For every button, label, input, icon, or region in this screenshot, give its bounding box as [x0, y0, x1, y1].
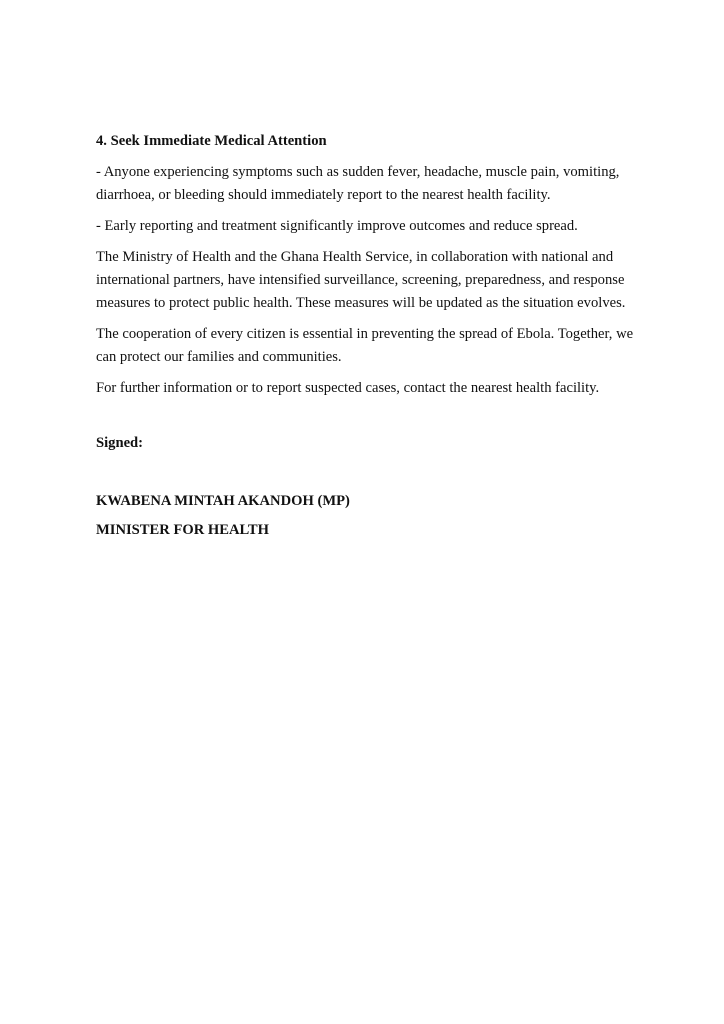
signed-label: Signed:	[96, 435, 144, 451]
bullet-symptoms: - Anyone experiencing symptoms such as sudden fever, headache, muscle pain, vomiting, diarrhoea, or bleeding should immediately report to the nearest health facility.	[96, 164, 620, 203]
bullet-early-reporting: - Early reporting and treatment significantly improve outcomes and reduce spread.	[96, 218, 578, 234]
signatory-name: KWABENA MINTAH AKANDOH (MP)	[96, 493, 350, 509]
signatory-title: MINISTER FOR HEALTH	[96, 522, 270, 538]
document-body	[96, 130, 636, 542]
paragraph-further-info: For further information or to report suspected cases, contact the nearest health facility.	[96, 380, 600, 396]
section-heading: 4. Seek Immediate Medical Attention	[96, 133, 327, 149]
paragraph-cooperation: The cooperation of every citizen is essential in preventing the spread of Ebola. Together, we can protect our families and communities.	[96, 326, 634, 365]
paragraph-ministry-measures: The Ministry of Health and the Ghana Health Service, in collaboration with national and international partners, have intensified surveillance, screening, preparedness, and response measures to protect public health. These measures will be updated as the situation evolves.	[96, 249, 626, 311]
